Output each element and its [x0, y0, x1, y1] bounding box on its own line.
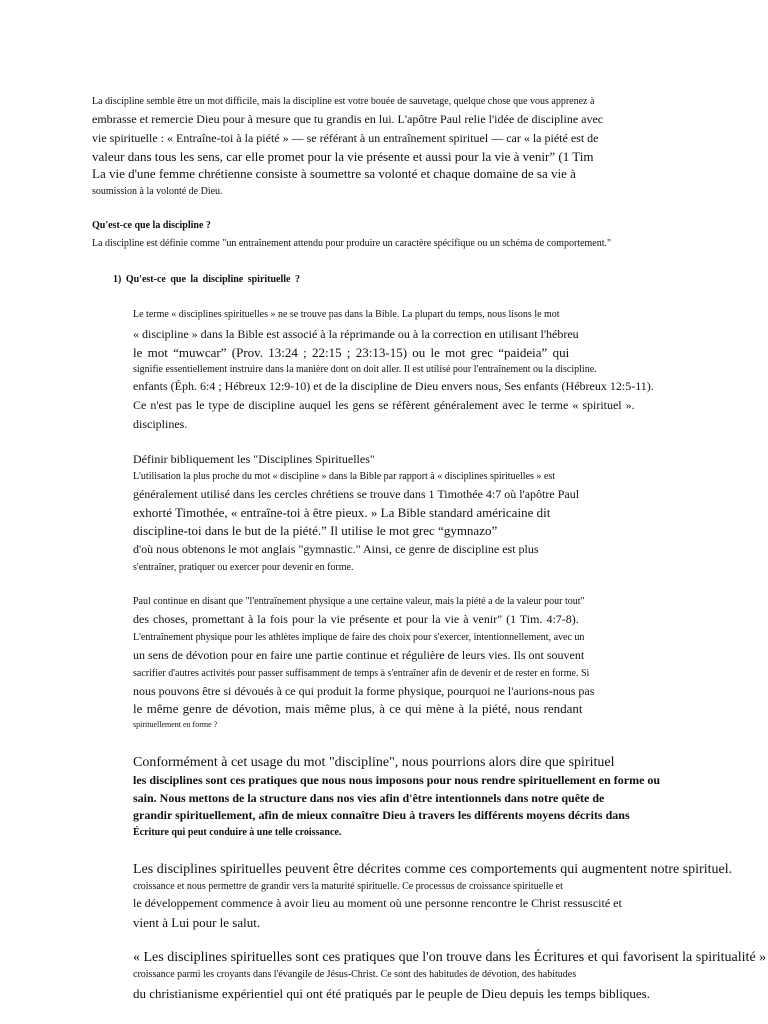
text-line: La vie d'une femme chrétienne consiste à soumettre sa volonté et chaque domaine de sa vie à — [92, 166, 576, 181]
text-line: un sens de dévotion pour en faire une partie continue et régulière de leurs vies. Ils ont souvent — [133, 648, 585, 662]
text-line: soumission à la volonté de Dieu. — [92, 186, 223, 197]
text-line: s'entraîner, pratiquer ou exercer pour devenir en forme. — [133, 562, 354, 573]
text-line: exhorté Timothée, « entraîne-toi à être pieux. » La Bible standard américaine dit — [133, 505, 551, 520]
text-line: Paul continue en disant que "l'entraînement physique a une certaine valeur, mais la piété a de la valeur pour tout" — [133, 596, 585, 607]
definition-text: La discipline est définie comme "un entraînement attendu pour produire un caractère spécifique ou un schéma de comportement." — [92, 238, 612, 249]
text-line: Le terme « disciplines spirituelles » ne se trouve pas dans la Bible. La plupart du temps, nous lisons le mot — [133, 309, 560, 320]
text-line: sain. Nous mettons de la structure dans nos vies afin d'être intentionnels dans notre quête de — [133, 791, 605, 805]
text-line: croissance et nous permettre de grandir vers la maturité spirituelle. Ce processus de croissance spirituelle et — [133, 881, 563, 892]
text-line: Les disciplines spirituelles peuvent être décrites comme ces comportements qui augmentent notre spirituel. — [133, 862, 733, 877]
text-line: Écriture qui peut conduire à une telle croissance. — [133, 827, 342, 838]
text-line: sacrifier d'autres activités pour passer suffisamment de temps à s'entraîner afin de devenir et de rester en forme. Si — [133, 668, 590, 679]
text-line: le mot “muwcar” (Prov. 13:24 ; 22:15 ; 23:13-15) ou le mot grec “paideia” qui — [133, 345, 570, 360]
text-line: le même genre de dévotion, mais même plus, à ce qui mène à la piété, nous rendant — [133, 701, 583, 716]
text-line: disciplines. — [133, 417, 188, 431]
text-line: Ce n'est pas le type de discipline auquel les gens se réfèrent généralement avec le terme « spirituel ». — [133, 398, 635, 412]
text-line: du christianisme expérientiel qui ont été pratiqués par le peuple de Dieu depuis les temps bibliques. — [133, 986, 650, 1001]
text-line: enfants (Éph. 6:4 ; Hébreux 12:9-10) et de la discipline de Dieu envers nous, Ses enfants (Hébreux 12:5-11). — [133, 379, 654, 393]
text-line: grandir spirituellement, afin de mieux connaître Dieu à travers les différents moyens décrits dans — [133, 808, 630, 822]
section-heading: 1) Qu'est-ce que la discipline spirituelle ? — [113, 274, 300, 285]
text-line: valeur dans tous les sens, car elle promet pour la vie présente et aussi pour la vie à venir” (1 Tim — [92, 149, 594, 164]
text-line: spirituellement en forme ? — [133, 720, 218, 729]
text-line: L'utilisation la plus proche du mot « discipline » dans la Bible par rapport à « disciplines spirituelles » est — [133, 471, 556, 482]
text-line: La discipline semble être un mot difficile, mais la discipline est votre bouée de sauvetage, quelque chose que vous apprenez à — [92, 96, 595, 107]
text-line: vie spirituelle : « Entraîne-toi à la piété » — se référant à un entraînement spirituel — car « la piété est de — [92, 131, 599, 145]
subheading: Définir bibliquement les "Disciplines Spirituelles" — [133, 452, 375, 466]
text-line: « discipline » dans la Bible est associé à la réprimande ou à la correction en utilisant l'hébreu — [133, 327, 579, 341]
text-line: d'où nous obtenons le mot anglais "gymnastic." Ainsi, ce genre de discipline est plus — [133, 542, 539, 556]
definition-heading: Qu'est-ce que la discipline ? — [92, 220, 211, 231]
text-line: discipline-toi dans le but de la piété.” Il utilise le mot grec “gymnazo” — [133, 523, 498, 538]
text-line: L'entraînement physique pour les athlètes implique de faire des choix pour s'exercer, intentionnellement, avec un — [133, 632, 585, 643]
text-line: « Les disciplines spirituelles sont ces pratiques que l'on trouve dans les Écritures et qui favorisent la spiritualité » — [133, 950, 767, 965]
text-line: embrasse et remercie Dieu pour à mesure que tu grandis en lui. L'apôtre Paul relie l'idée de discipline avec — [92, 112, 604, 126]
text-line: signifie essentiellement instruire dans la manière dont on doit aller. Il est utilisé pour l'entraînement ou la discipline. — [133, 364, 597, 375]
text-line: généralement utilisé dans les cercles chrétiens se trouve dans 1 Timothée 4:7 où l'apôtre Paul — [133, 487, 580, 501]
text-line: Conformément à cet usage du mot "discipline", nous pourrions alors dire que spirituel — [133, 755, 615, 770]
text-line: vient à Lui pour le salut. — [133, 915, 261, 930]
text-line: les disciplines sont ces pratiques que nous nous imposons pour nous rendre spirituellement en forme ou — [133, 773, 661, 787]
text-line: nous pouvons être si dévoués à ce qui produit la forme physique, pourquoi ne l'aurions-nous pas — [133, 684, 595, 698]
text-line: le développement commence à avoir lieu au moment où une personne rencontre le Christ ressuscité et — [133, 896, 622, 910]
text-line: croissance parmi les croyants dans l'évangile de Jésus-Christ. Ce sont des habitudes de dévotion, des habitudes — [133, 969, 577, 980]
text-line: des choses, promettant à la fois pour la vie présente et pour la vie à venir" (1 Tim. 4:7-8). — [133, 612, 579, 626]
